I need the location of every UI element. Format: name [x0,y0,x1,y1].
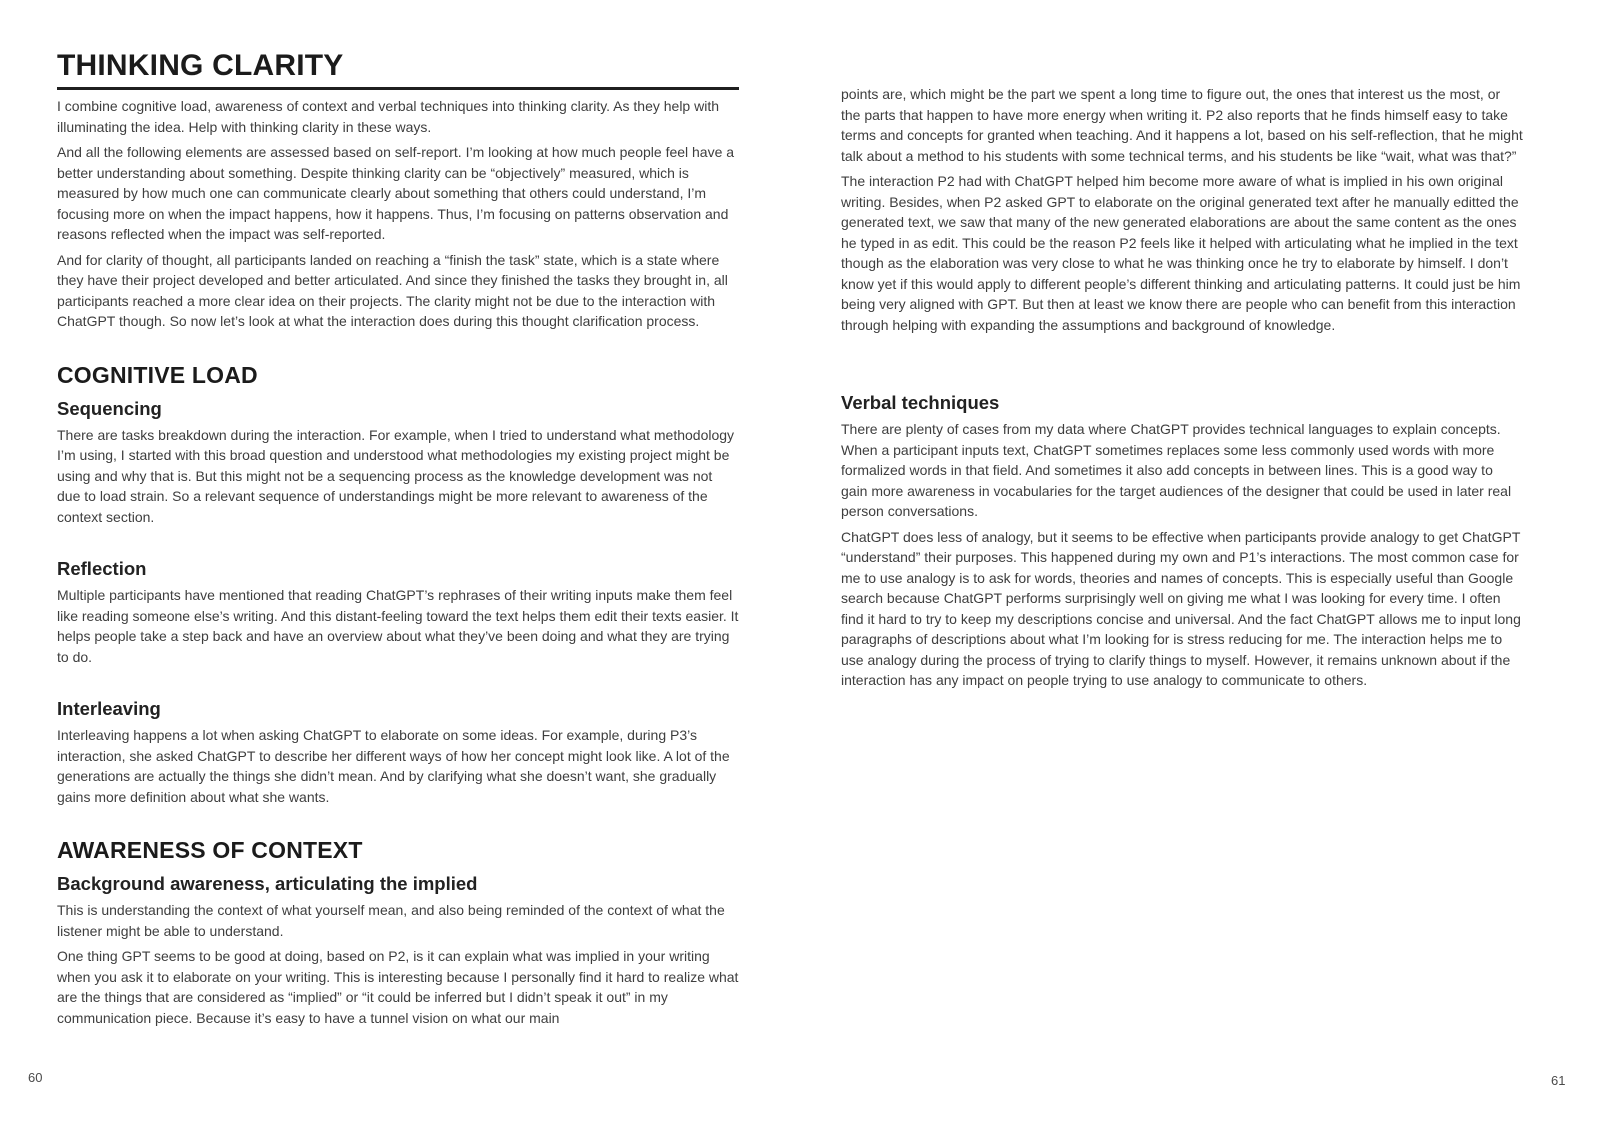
intro-paragraph: And all the following elements are assessed based on self-report. I’m looking at how much people feel have a better understanding about something. Despite thinking clarity can be “objectively” measured, which is measured by how much one can communicate clearly about something that others could understand, I’m focusing more on when the impact happens, how it happens. Thus, I’m focusing on patterns observation and reasons reflected when the impact was self-reported. [57,144,735,242]
body-paragraph: This is understanding the context of what yourself mean, and also being reminded of the context of what the listener might be able to understand. [57,902,725,939]
section-heading-cognitive-load: COGNITIVE LOAD [57,361,258,388]
intro-paragraph: I combine cognitive load, awareness of context and verbal techniques into thinking clarity. As they help with illuminating the idea. Help with thinking clarity in these ways. [57,98,720,135]
body-paragraph: The interaction P2 had with ChatGPT helped him become more aware of what is implied in his own original writing. Besides, when P2 asked GPT to elaborate on the original generated text after he manually editted the generated text, we saw that many of the new generated elaborations are about the same content as the ones he typed in as edit. This could be the reason P2 feels like it helped with articulating what he implied in the text though as the elaboration was very close to what he was thinking once he try to elaborate by himself. I don’t know yet if this would apply to different people’s different thinking and articulating patterns. It could just be him being very aligned with GPT. But then at least we know there are people who can benefit from this interaction through helping with expanding the assumptions and background of knowledge. [841,173,1521,333]
subsection-heading-reflection: Reflection [57,558,147,579]
page-number-left: 60 [28,1070,43,1085]
body-paragraph: Interleaving happens a lot when asking ChatGPT to elaborate on some ideas. For example, during P3’s interaction, she asked ChatGPT to describe her different ways of how her concept might look like. A lot of the generations are actually the things she didn’t mean. And by clarifying what she doesn’t want, she gradually gains more definition about what she wants. [57,727,730,805]
page-title: THINKING CLARITY [57,49,344,82]
section-heading-awareness-of-context: AWARENESS OF CONTEXT [57,837,363,863]
subsection-heading-sequencing: Sequencing [57,397,162,419]
page-number-right: 61 [1551,1073,1566,1088]
body-paragraph: ChatGPT does less of analogy, but it seems to be effective when participants provide analogy to get ChatGPT “understand” their purposes. This happened during my own and P1’s interactions. The most common case for me to use analogy is to ask for words, theories and names of concepts. This is especially useful than Google search because ChatGPT performs surprisingly well on giving me what I was looking for every time. I often find it hard to try to keep my descriptions concise and universal. And the fact ChatGPT allows me to input long paragraphs of descriptions about what I’m looking for is stress reducing for me. The interaction helps me to use analogy during the process of trying to clarify things to myself. However, it remains unknown about if the interaction has any impact on people trying to use analogy to communicate to others. [841,528,1521,688]
body-paragraph: There are plenty of cases from my data where ChatGPT provides technical languages to explain concepts. When a participant inputs text, ChatGPT sometimes replaces some less commonly used words with more formalized words in that field. And sometimes it also add concepts in between lines. This is a good way to gain more awareness in vocabularies for the target audiences of the designer that could be used in later real person conversations. [841,421,1512,519]
title-rule [57,87,739,90]
subsection-heading-verbal-techniques: Verbal techniques [841,392,1000,413]
subsection-heading-interleaving: Interleaving [57,698,161,719]
subsection-heading-background-awareness: Background awareness, articulating the implied [57,873,478,894]
intro-paragraph: And for clarity of thought, all participants landed on reaching a “finish the task” state, which is a state where they have their project developed and better articulated. And since they finished the tasks they brought in, all participants reached a more clear idea on their projects. The clarity might not be due to the interaction with ChatGPT though. So now let’s look at what the interaction does during this thought clarification process. [57,251,728,329]
page-right [841,0,1523,691]
body-paragraph: There are tasks breakdown during the interaction. For example, when I tried to understand what methodology I’m using, I started with this broad question and understood what methodologies my existing project might be using and why that is. But this might not be a sequencing process as the knowledge development was not due to load strain. So a relevant sequence of understandings might be more relevant to awareness of the context section. [57,426,735,525]
body-paragraph: Multiple participants have mentioned that reading ChatGPT’s rephrases of their writing inputs make them feel like reading someone else’s writing. And this distant-feeling toward the text helps them edit their texts easier. It helps people take a step back and have an overview about what they’ve been doing and what they are trying to do. [57,587,739,665]
body-paragraph: points are, which might be the part we spent a long time to figure out, the ones that interest us the most, or the parts that happen to have more energy when writing it. P2 also reports that he finds himself easy to take terms and concepts for granted when teaching. And it happens a lot, based on his self-reflection, that he might talk about a method to his students with some technical terms, and his students be like “wait, what was that?” [841,86,1523,164]
page-left [57,0,739,1028]
body-paragraph: One thing GPT seems to be good at doing, based on P2, is it can explain what was implied in your writing when you ask it to elaborate on your writing. This is interesting because I personally find it hard to realize what are the things that are considered as “implied” or “it could be inferred but I didn’t speak it out” in my communication piece. Because it’s easy to have a tunnel vision on what our main [57,948,739,1026]
